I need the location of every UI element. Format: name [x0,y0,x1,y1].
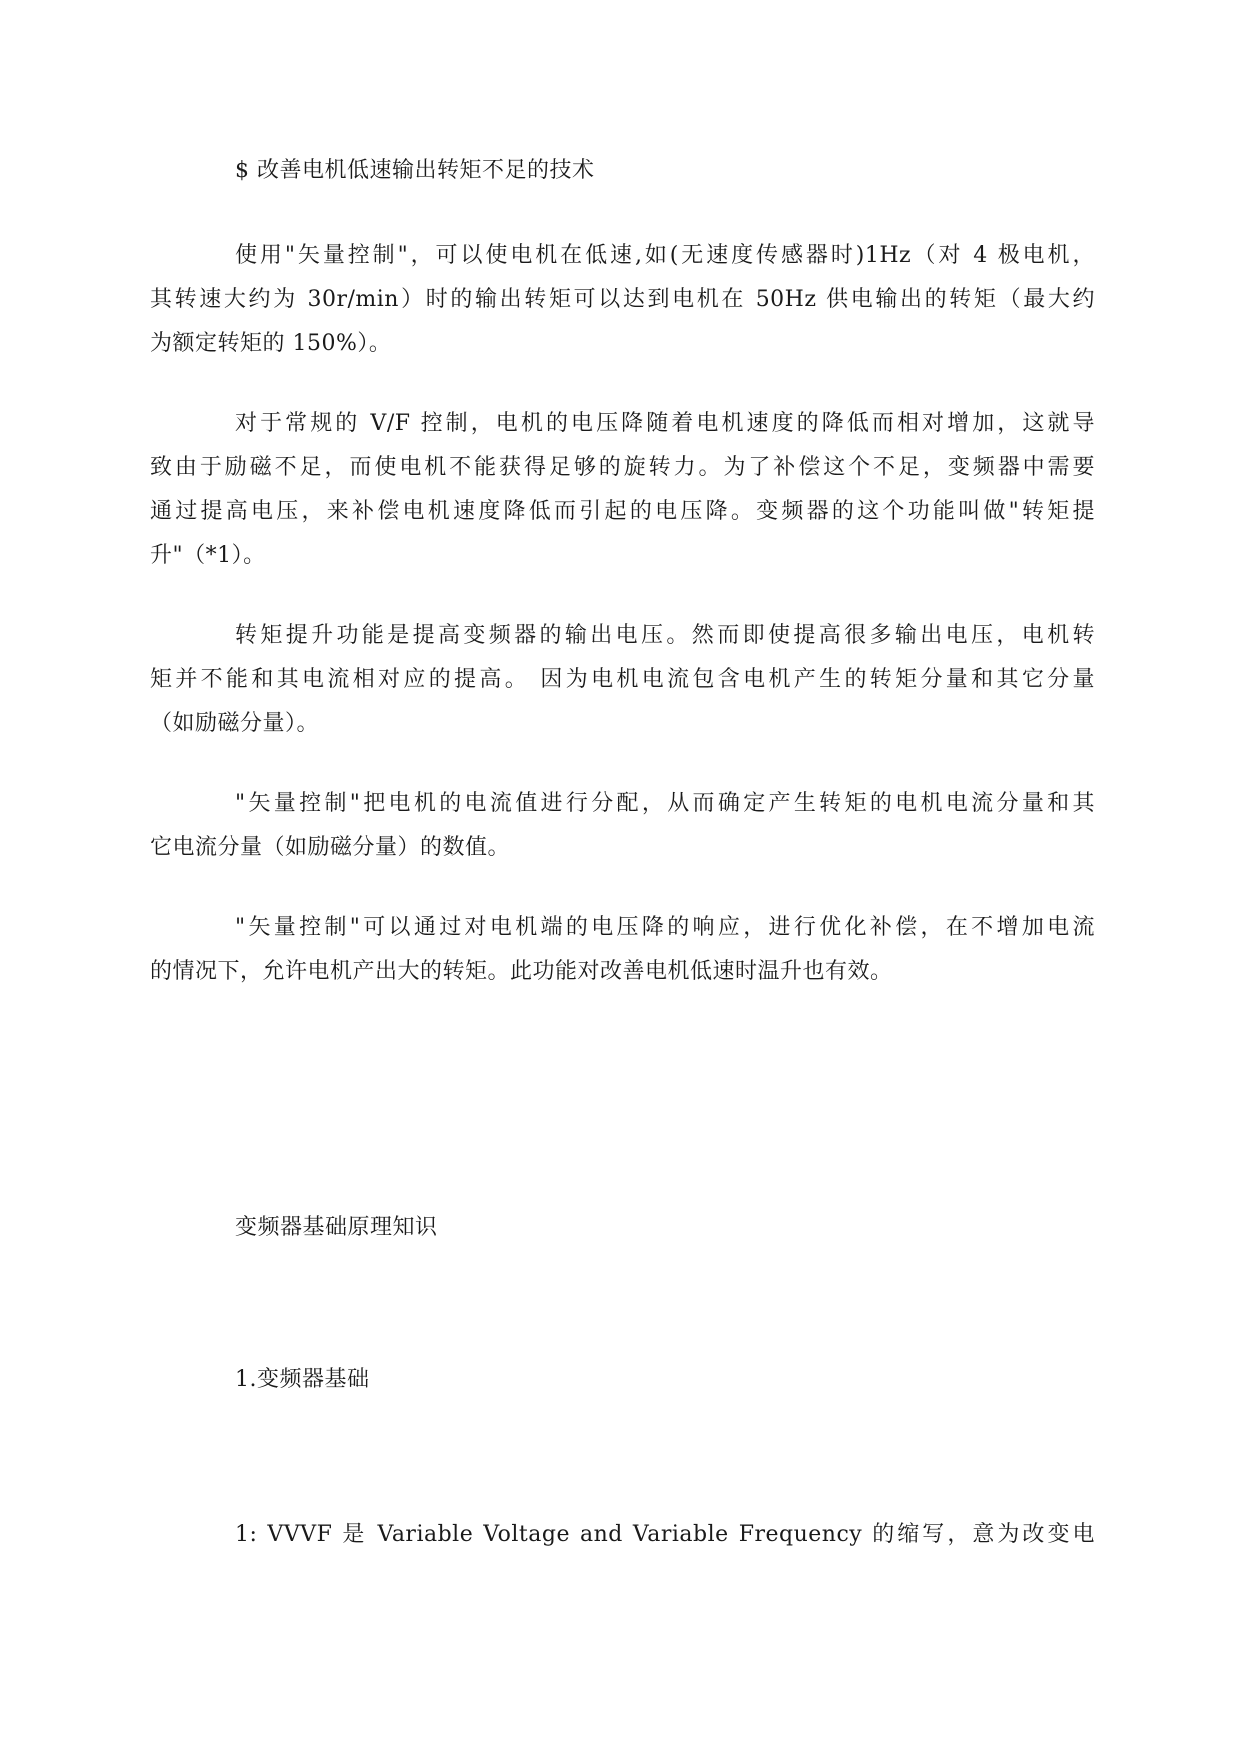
section-heading-torque: $ 改善电机低速输出转矩不足的技术 [235,158,595,183]
subsection-heading-1: 1.变频器基础 [235,1367,370,1392]
paragraph-3-line-1: 转矩提升功能是提高变频器的输出电压。然而即使提高很多输出电压，电机转 [235,623,1095,648]
paragraph-1-line-1: 使用"矢量控制"，可以使电机在低速,如(无速度传感器时)1Hz（对 4 极电机， [235,243,1095,268]
paragraph-1-line-2: 其转速大约为 30r/min）时的输出转矩可以达到电机在 50Hz 供电输出的转矩（最大约 [150,287,1095,312]
paragraph-5-line-1: "矢量控制"可以通过对电机端的电压降的响应，进行优化补偿，在不增加电流 [235,915,1095,940]
paragraph-2-line-2: 致由于励磁不足，而使电机不能获得足够的旋转力。为了补偿这个不足，变频器中需要 [150,455,1095,480]
paragraph-1-line-3: 为额定转矩的 150%）。 [150,331,392,356]
paragraph-5-line-2: 的情况下，允许电机产出大的转矩。此功能对改善电机低速时温升也有效。 [150,959,893,984]
paragraph-2-line-4: 升"（*1）。 [150,543,266,568]
paragraph-3-line-2: 矩并不能和其电流相对应的提高。 因为电机电流包含电机产生的转矩分量和其它分量 [150,667,1095,692]
paragraph-4-line-1: "矢量控制"把电机的电流值进行分配，从而确定产生转矩的电机电流分量和其 [235,791,1095,816]
paragraph-4-line-2: 它电流分量（如励磁分量）的数值。 [150,835,511,860]
paragraph-2-line-3: 通过提高电压，来补偿电机速度降低而引起的电压降。变频器的这个功能叫做"转矩提 [150,499,1095,524]
paragraph-6-line-1: 1: VVVF 是 Variable Voltage and Variable Frequency 的缩写，意为改变电 [235,1522,1095,1547]
paragraph-3-line-3: （如励磁分量）。 [150,711,320,736]
section-heading-inverter-basics: 变频器基础原理知识 [235,1215,438,1240]
paragraph-2-line-1: 对于常规的 V/F 控制，电机的电压降随着电机速度的降低而相对增加，这就导 [235,411,1095,436]
